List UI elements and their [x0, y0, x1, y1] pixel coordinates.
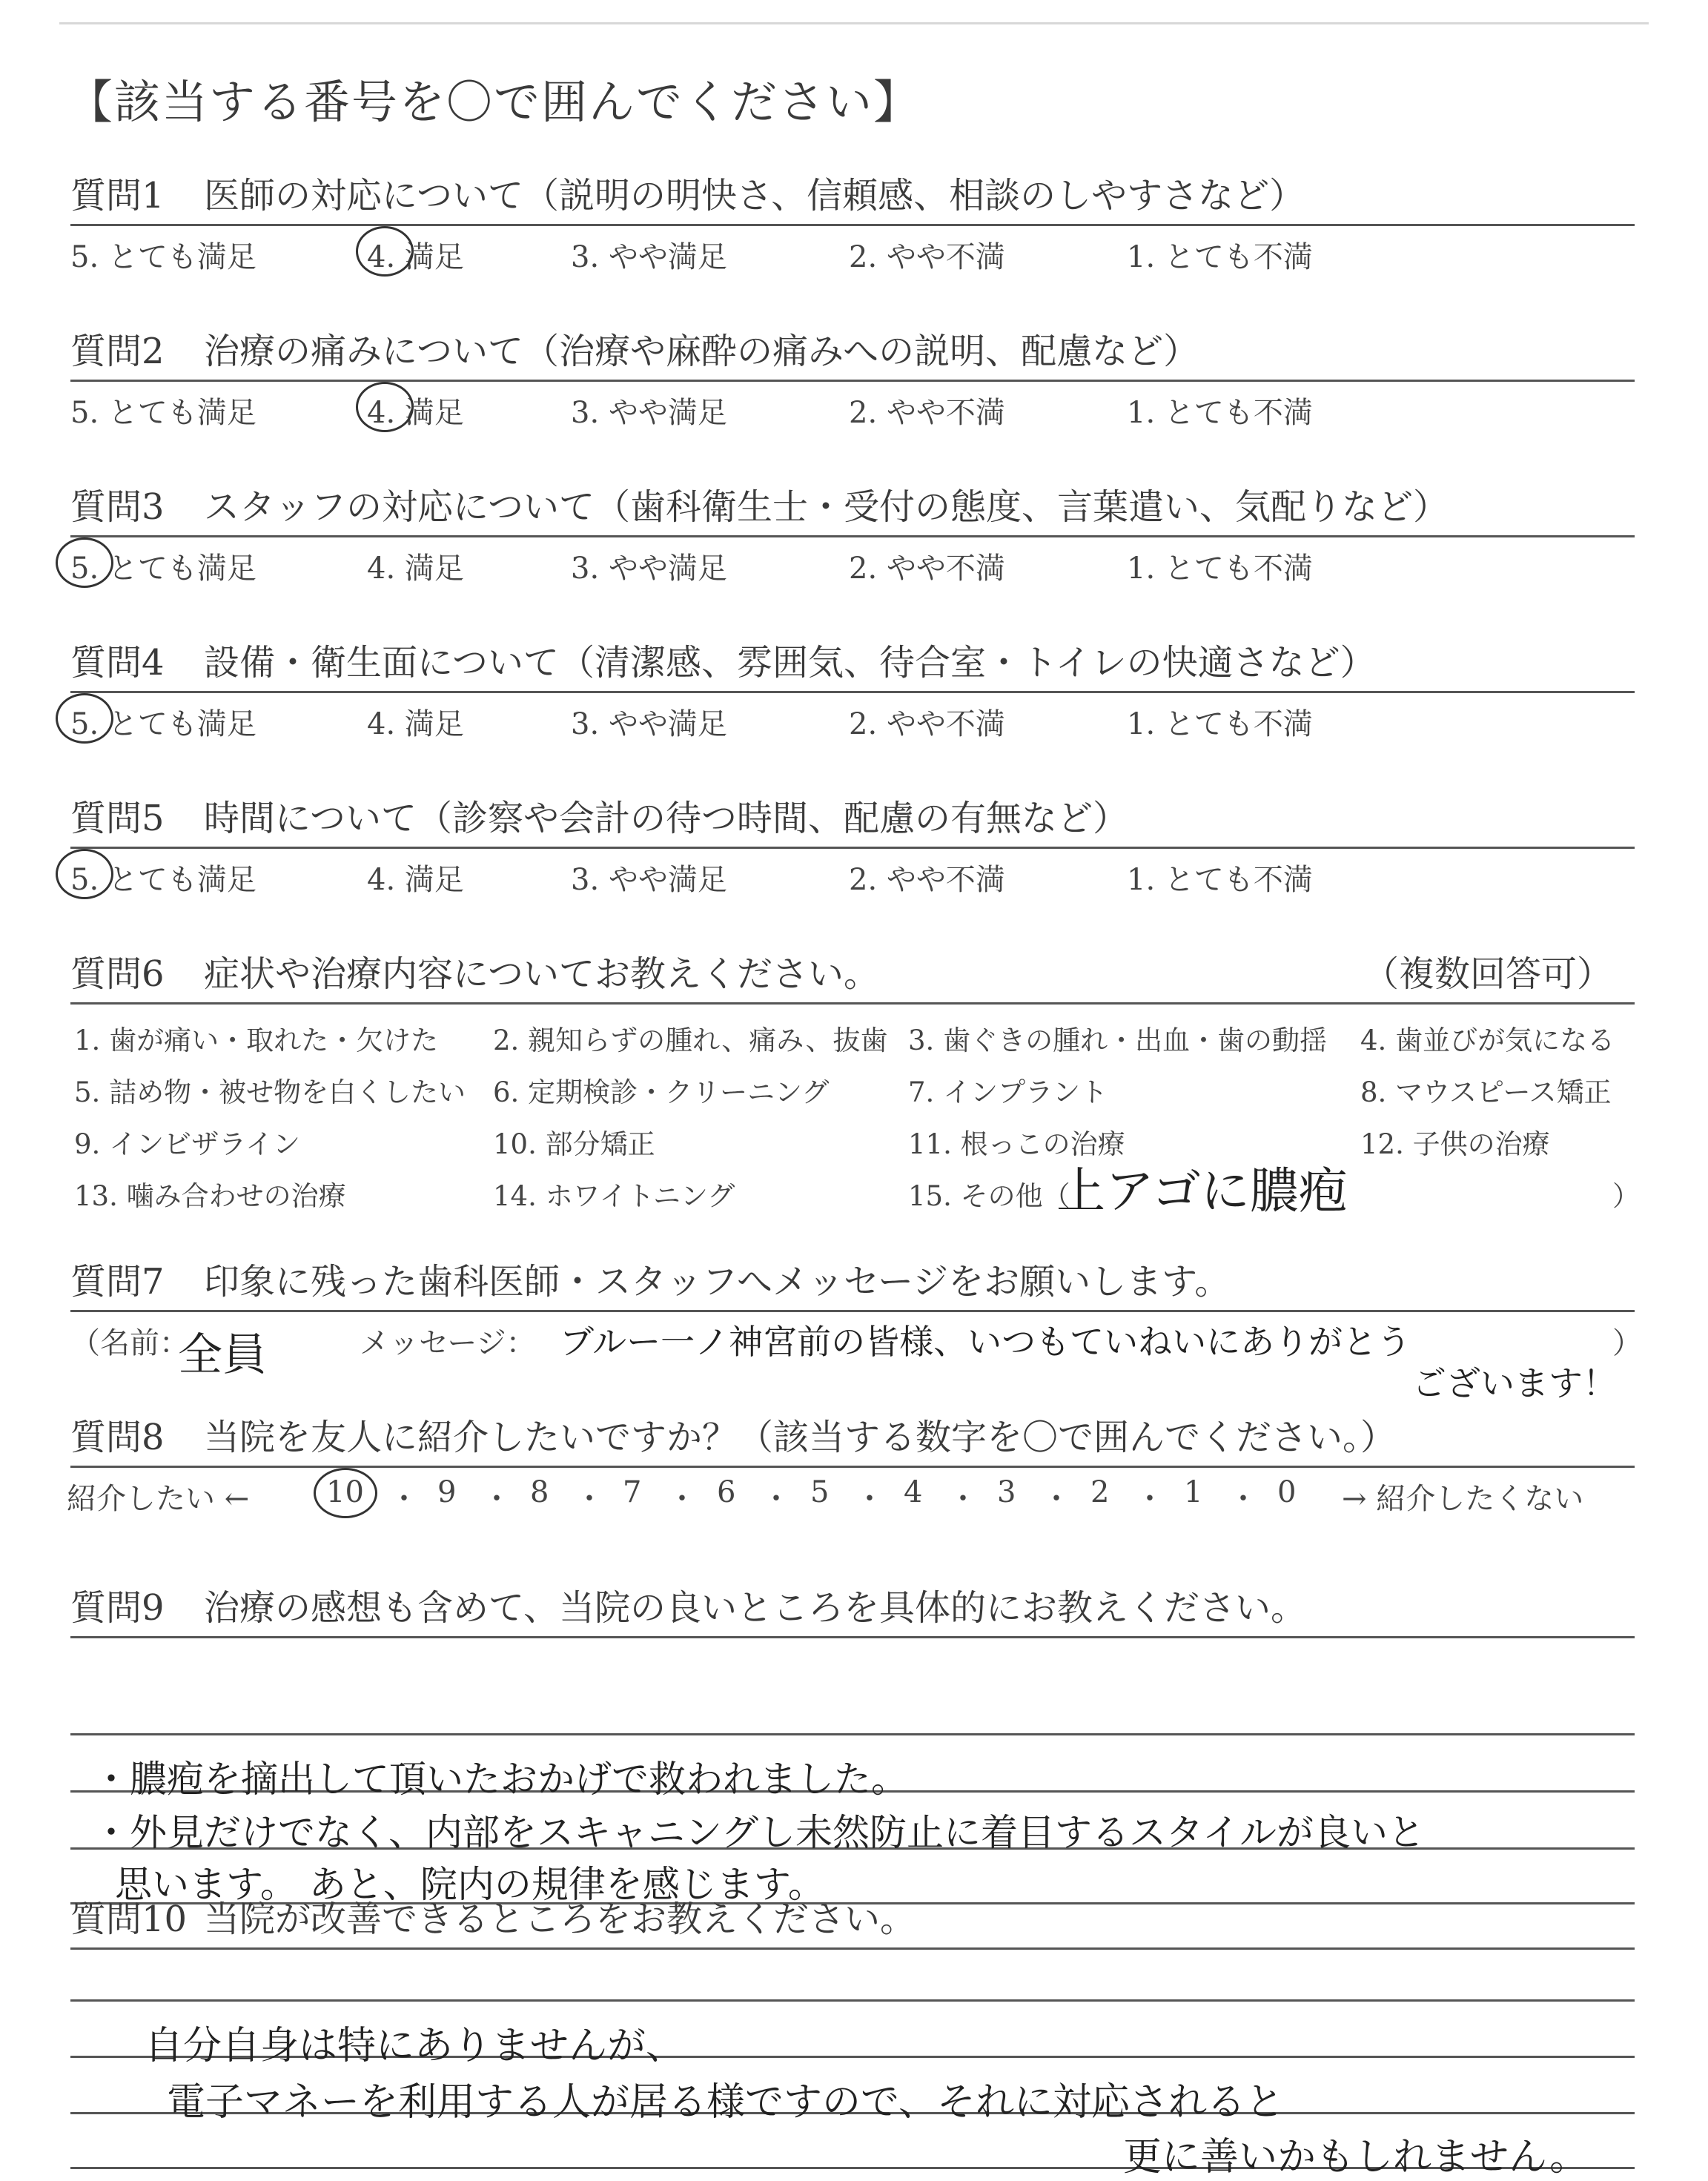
- scale-1[interactable]: 1: [1184, 1475, 1203, 1509]
- question-number: 質問5: [70, 798, 165, 839]
- option-1[interactable]: 1. とても不満: [1127, 552, 1313, 586]
- question-number: 質問3: [70, 486, 165, 528]
- option-4[interactable]: 4. 満足: [367, 707, 464, 741]
- option-5[interactable]: 5. とても満足: [70, 240, 256, 274]
- question-number: 質問1: [70, 175, 165, 216]
- scale-dot: ・: [575, 1482, 604, 1516]
- scale-2[interactable]: 2: [1090, 1475, 1110, 1509]
- question-number: 質問6: [70, 953, 165, 995]
- scale-7[interactable]: 7: [623, 1475, 642, 1509]
- question-4: [70, 634, 1635, 745]
- option-3[interactable]: 3. やや満足: [571, 863, 727, 897]
- symptom-option[interactable]: 5. 詰め物・被せ物を白くしたい: [74, 1076, 466, 1108]
- question-text: 当院を友人に紹介したいですか？（該当する数字を〇で囲んでください。）: [204, 1417, 1397, 1458]
- scale-3[interactable]: 3: [997, 1475, 1016, 1509]
- message-close-paren: ）: [1612, 1326, 1642, 1360]
- symptom-option[interactable]: 13. 噛み合わせの治療: [74, 1180, 346, 1212]
- answer-handwriting-line: ・外見だけでなく、内部をスキャニングし未然防止に着目するスタイルが良いと: [93, 1811, 1425, 1854]
- option-1[interactable]: 1. とても不満: [1127, 863, 1313, 897]
- selection-circle: [356, 226, 414, 277]
- question-text: 症状や治療内容についてお教えください。: [204, 953, 880, 995]
- symptom-option[interactable]: 3. 歯ぐきの腫れ・出血・歯の動揺: [908, 1025, 1328, 1056]
- option-2[interactable]: 2. やや不満: [849, 396, 1005, 430]
- scale-5[interactable]: 5: [810, 1475, 830, 1509]
- question-3: [70, 478, 1635, 589]
- top-border: [59, 22, 1649, 24]
- symptom-option[interactable]: 4. 歯並びが気になる: [1360, 1025, 1615, 1056]
- question-text: 時間について（診察や会計の待つ時間、配慮の有無など）: [204, 798, 1129, 839]
- scale-dot: ・: [761, 1482, 791, 1516]
- answer-handwriting-line: 自分自身は特にありませんが、: [145, 2024, 685, 2068]
- question-text: 医師の対応について（説明の明快さ、信頼感、相談のしやすさなど）: [204, 175, 1305, 216]
- name-label: （名前：: [70, 1326, 189, 1360]
- question-number: 質問7: [70, 1261, 165, 1303]
- scale-8[interactable]: 8: [530, 1475, 549, 1509]
- option-3[interactable]: 3. やや満足: [571, 707, 727, 741]
- scale-dot: ・: [1042, 1482, 1071, 1516]
- option-4[interactable]: 4. 満足: [367, 863, 464, 897]
- question-5: [70, 790, 1635, 901]
- answer-handwriting-line: 思います。 あと、院内の規律を感じます。: [115, 1863, 825, 1906]
- scale-6[interactable]: 6: [717, 1475, 736, 1509]
- option-5[interactable]: 5. とても満足: [70, 863, 256, 897]
- scale-left-label: 紹介したい ←: [67, 1482, 250, 1516]
- answer-handwriting-line: 電子マネーを利用する人が居る様ですので、それに対応されると: [167, 2080, 1284, 2125]
- message-handwriting-line2: ございます！: [1412, 1363, 1617, 1403]
- option-3[interactable]: 3. やや満足: [571, 552, 727, 586]
- page-title: 【該当する番号を〇で囲んでください】: [67, 75, 921, 129]
- question-1: [70, 167, 1635, 278]
- option-4[interactable]: 4. 満足: [367, 552, 464, 586]
- selection-circle: [56, 537, 113, 588]
- question-text: 設備・衛生面について（清潔感、雰囲気、待合室・トイレの快適さなど）: [204, 642, 1376, 684]
- option-5[interactable]: 5. とても満足: [70, 707, 256, 741]
- symptom-option[interactable]: 11. 根っこの治療: [908, 1128, 1125, 1160]
- question-number: 質問2: [70, 331, 165, 372]
- option-4[interactable]: 4. 満足: [367, 240, 464, 274]
- answer-area[interactable]: [70, 1947, 1635, 2180]
- option-5[interactable]: 5. とても満足: [70, 396, 256, 430]
- option-2[interactable]: 2. やや不満: [849, 863, 1005, 897]
- other-close-paren: ）: [1612, 1180, 1640, 1212]
- scale-dot: ・: [389, 1482, 419, 1516]
- option-3[interactable]: 3. やや満足: [571, 240, 727, 274]
- scale-10[interactable]: 10: [326, 1475, 364, 1509]
- selection-circle: [314, 1468, 377, 1518]
- question-7: [70, 1253, 1642, 1403]
- answer-area[interactable]: [70, 1638, 1635, 1905]
- question-2: [70, 322, 1635, 434]
- symptom-option[interactable]: 14. ホワイトニング: [493, 1180, 735, 1212]
- ruled-line: [70, 1999, 1635, 2002]
- option-5[interactable]: 5. とても満足: [70, 552, 256, 586]
- scale-4[interactable]: 4: [904, 1475, 923, 1509]
- message-label: メッセージ：: [360, 1326, 536, 1360]
- symptom-option[interactable]: 12. 子供の治療: [1360, 1128, 1550, 1160]
- question-text: 当院が改善できるところをお教えください。: [204, 1899, 916, 1940]
- scale-dot: ・: [482, 1482, 512, 1516]
- message-handwriting-line1: ブルー一ノ神宮前の皆様、いつもていねいにありがとう: [560, 1322, 1411, 1362]
- ruled-line: [70, 1733, 1635, 1735]
- question-number: 質問9: [70, 1587, 165, 1629]
- other-answer-handwriting: 上アゴに膿疱: [1056, 1162, 1348, 1219]
- answer-handwriting-line: 更に善いかもしれません。: [1123, 2135, 1589, 2180]
- symptom-option[interactable]: 10. 部分矯正: [493, 1128, 655, 1160]
- question-number: 質問4: [70, 642, 165, 684]
- scale-right-label: → 紹介したくない: [1342, 1482, 1584, 1516]
- scale-dot: ・: [855, 1482, 884, 1516]
- selection-circle: [56, 849, 113, 899]
- selection-circle: [56, 693, 113, 744]
- option-2[interactable]: 2. やや不満: [849, 552, 1005, 586]
- option-1[interactable]: 1. とても不満: [1127, 240, 1313, 274]
- option-1[interactable]: 1. とても不満: [1127, 707, 1313, 741]
- scale-dot: ・: [667, 1482, 697, 1516]
- symptom-option-other[interactable]: 15. その他（: [908, 1180, 1070, 1212]
- scale-dot: ・: [948, 1482, 978, 1516]
- option-2[interactable]: 2. やや不満: [849, 707, 1005, 741]
- symptom-option[interactable]: 2. 親知らずの腫れ、痛み、抜歯: [493, 1025, 888, 1056]
- question-6: [70, 945, 1640, 1225]
- ruled-line: [70, 1947, 1635, 1950]
- question-number: 質問8: [70, 1417, 165, 1458]
- option-4[interactable]: 4. 満足: [367, 396, 464, 430]
- symptom-option[interactable]: 8. マウスピース矯正: [1360, 1076, 1612, 1108]
- question-8: [67, 1409, 1635, 1520]
- question-text: スタッフの対応について（歯科衛生士・受付の態度、言葉遣い、気配りなど）: [204, 486, 1449, 528]
- question-10: [70, 1890, 1635, 2180]
- option-1[interactable]: 1. とても不満: [1127, 396, 1313, 430]
- multiple-answer-note: （複数回答可）: [1363, 953, 1612, 995]
- question-text: 治療の感想も含めて、当院の良いところを具体的にお教えください。: [204, 1587, 1307, 1629]
- symptom-option[interactable]: 7. インプラント: [908, 1076, 1108, 1108]
- symptom-option[interactable]: 1. 歯が痛い・取れた・欠けた: [74, 1025, 439, 1056]
- selection-circle: [356, 382, 414, 432]
- symptom-option[interactable]: 9. インビザライン: [74, 1128, 300, 1160]
- question-text: 治療の痛みについて（治療や麻酔の痛みへの説明、配慮など）: [204, 331, 1199, 372]
- scale-dot: ・: [1228, 1482, 1258, 1516]
- option-3[interactable]: 3. やや満足: [571, 396, 727, 430]
- answer-handwriting-line: ・膿疱を摘出して頂いたおかげで救われました。: [93, 1758, 908, 1801]
- name-handwriting: 全員: [178, 1329, 267, 1381]
- question-number: 質問10: [70, 1899, 188, 1940]
- scale-9[interactable]: 9: [437, 1475, 457, 1509]
- question-9: [70, 1579, 1635, 1905]
- question-text: 印象に残った歯科医師・スタッフへメッセージをお願いします。: [204, 1261, 1231, 1303]
- scale-dot: ・: [1135, 1482, 1165, 1516]
- option-2[interactable]: 2. やや不満: [849, 240, 1005, 274]
- symptom-option[interactable]: 6. 定期検診・クリーニング: [493, 1076, 830, 1108]
- scale-0[interactable]: 0: [1277, 1475, 1297, 1509]
